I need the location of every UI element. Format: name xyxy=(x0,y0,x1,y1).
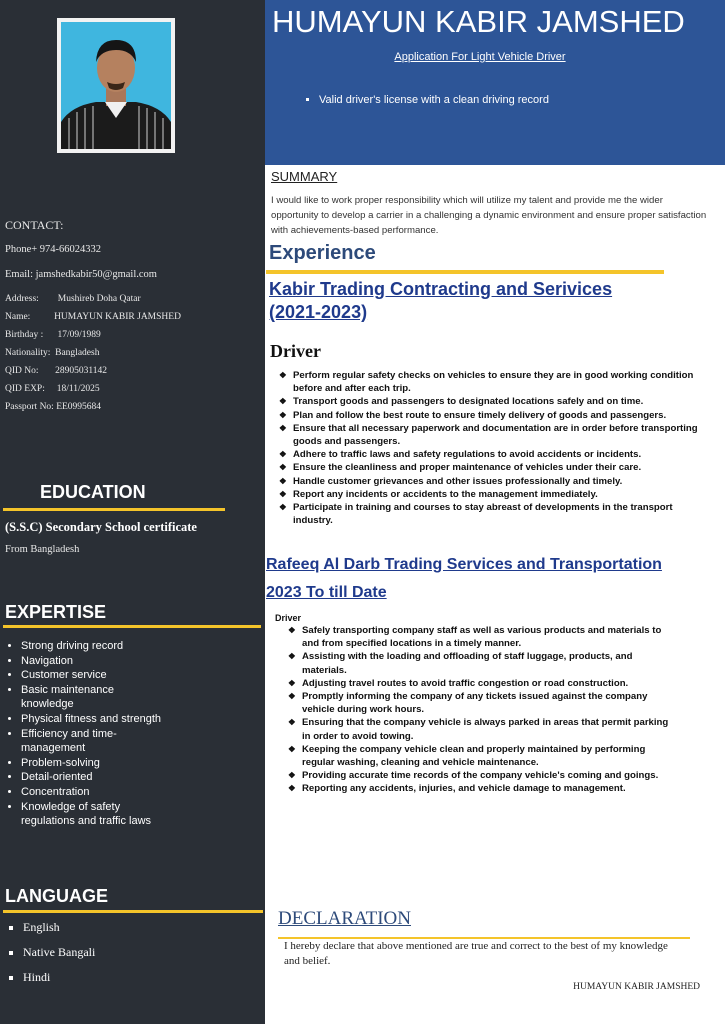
summary-heading: SUMMARY xyxy=(271,169,338,184)
expertise-item: • Physical fitness and strength xyxy=(21,712,271,727)
contact-qid-no: QID No: 28905031142 xyxy=(5,366,108,376)
duty-item: ❖ Keeping the company vehicle clean and properly maintained by performing regular washing, cleaning and vehicle maintenance. xyxy=(288,743,673,769)
job1-period: (2021-2023) xyxy=(269,302,368,322)
person-portrait-icon xyxy=(61,22,171,149)
duty-item: ❖ Ensure that all necessary paperwork and documentation are in order before transporting goods and passengers. xyxy=(279,422,704,448)
contact-heading: CONTACT: xyxy=(5,218,64,232)
duty-item: ❖ Perform regular safety checks on vehicles to ensure they are in good working condition before and after each trip. xyxy=(279,369,704,395)
declaration-text: I hereby declare that above mentioned are true and correct to the best of my knowledge and belief. xyxy=(284,940,668,967)
education-divider xyxy=(3,508,225,511)
contact-phone: Phone+ 974-66024332 xyxy=(5,244,102,255)
duty-item: ❖ Transport goods and passengers to designated locations safely and on time. xyxy=(279,395,704,408)
job2-period: 2023 To till Date xyxy=(266,584,387,601)
duty-item: ❖ Ensuring that the company vehicle is always parked in areas that permit parking in order to avoid towing. xyxy=(288,716,673,742)
duty-item: ❖ Assisting with the loading and offloading of staff luggage, products, and materials. xyxy=(288,650,673,676)
summary-text: I would like to work proper responsibility which will utilize my talent and provide me the wider opportunity to develop a carrier in a challenging a dynamic environment and ensure proper satisfaction with achievements-based performance. xyxy=(271,195,707,236)
candidate-name: HUMAYUN KABIR JAMSHED xyxy=(272,4,685,39)
education-degree: (S.S.C) Secondary School certificate xyxy=(5,520,197,534)
job1-company[interactable]: Kabir Trading Contracting and Serivices xyxy=(269,279,613,299)
expertise-item: • Customer service xyxy=(21,668,271,683)
experience-heading: Experience xyxy=(269,242,376,264)
header-bullets xyxy=(301,94,549,106)
duty-item: ❖ Adhere to traffic laws and safety regulations to avoid accidents or incidents. xyxy=(279,448,704,461)
duty-item: ❖ Plan and follow the best route to ensure timely delivery of goods and passengers. xyxy=(279,409,704,422)
education-from: From Bangladesh xyxy=(5,544,80,555)
duty-item: ❖ Safely transporting company staff as well as various products and materials to and from specified locations in a timely manner. xyxy=(288,624,673,650)
contact-nationality: Nationality: Bangladesh xyxy=(5,348,100,358)
contact-birthday: Birthday : 17/09/1989 xyxy=(5,330,101,340)
duty-item: ❖ Ensure the cleanliness and proper maintenance of vehicles under their care. xyxy=(279,461,704,474)
declaration-heading: DECLARATION xyxy=(278,908,411,929)
expertise-item: • Basic maintenance knowledge xyxy=(21,683,151,712)
contact-email[interactable]: Email: jamshedkabir50@gmail.com xyxy=(5,269,157,280)
expertise-list xyxy=(5,639,271,829)
contact-qid-exp: QID EXP: 18/11/2025 xyxy=(5,384,100,394)
contact-name: Name: HUMAYUN KABIR JAMSHED xyxy=(5,312,181,322)
job1-role: Driver xyxy=(270,341,321,361)
duty-item: ❖ Providing accurate time records of the company vehicle's coming and goings. xyxy=(288,769,673,782)
expertise-divider xyxy=(3,625,261,628)
education-heading: EDUCATION xyxy=(40,482,146,502)
expertise-item: • Detail-oriented xyxy=(21,770,271,785)
expertise-item: • Problem-solving xyxy=(21,756,271,771)
job1-duties xyxy=(279,369,704,527)
expertise-item: • Navigation xyxy=(21,654,271,669)
language-divider xyxy=(3,910,263,913)
expertise-item: • Efficiency and time-management xyxy=(21,727,151,756)
duty-item: ❖ Promptly informing the company of any tickets issued against the company vehicle during work hours. xyxy=(288,690,673,716)
contact-section xyxy=(5,218,260,420)
experience-divider xyxy=(266,270,664,274)
job2-company[interactable]: Rafeeq Al Darb Trading Services and Transportation xyxy=(266,556,662,573)
job2-duties xyxy=(288,624,673,796)
contact-address: Address: Mushireb Doha Qatar xyxy=(5,294,141,304)
duty-item: ❖ Adjusting travel routes to avoid traffic congestion or road construction. xyxy=(288,677,673,690)
language-list xyxy=(5,920,95,995)
expertise-item: • Strong driving record xyxy=(21,639,271,654)
language-item: ▪ Native Bangali xyxy=(23,945,95,960)
duty-item: ❖ Reporting any accidents, injuries, and vehicle damage to management. xyxy=(288,782,673,795)
duty-item: ❖ Report any incidents or accidents to the management immediately. xyxy=(279,488,704,501)
duty-item: ❖ Participate in training and courses to stay abreast of developments in the transport industry. xyxy=(279,501,704,527)
sidebar xyxy=(0,0,265,1024)
header-banner xyxy=(265,0,725,165)
declaration-signature: HUMAYUN KABIR JAMSHED xyxy=(573,982,700,992)
expertise-heading: EXPERTISE xyxy=(5,602,107,622)
duty-item: ❖ Handle customer grievances and other issues professionally and timely. xyxy=(279,475,704,488)
header-bullet: ▪ Valid driver's license with a clean driving record xyxy=(319,94,549,106)
expertise-item: • Knowledge of safety regulations and traffic laws xyxy=(21,800,171,829)
profile-photo-frame xyxy=(57,18,175,153)
language-heading: LANGUAGE xyxy=(5,886,108,906)
job2-role: Driver xyxy=(275,613,302,623)
expertise-item: • Concentration xyxy=(21,785,271,800)
language-item: ▪ English xyxy=(23,920,95,935)
contact-passport: Passport No: EE0995684 xyxy=(5,402,102,412)
application-title[interactable]: Application For Light Vehicle Driver xyxy=(394,51,566,63)
profile-photo xyxy=(61,22,171,149)
language-item: ▪ Hindi xyxy=(23,970,95,985)
